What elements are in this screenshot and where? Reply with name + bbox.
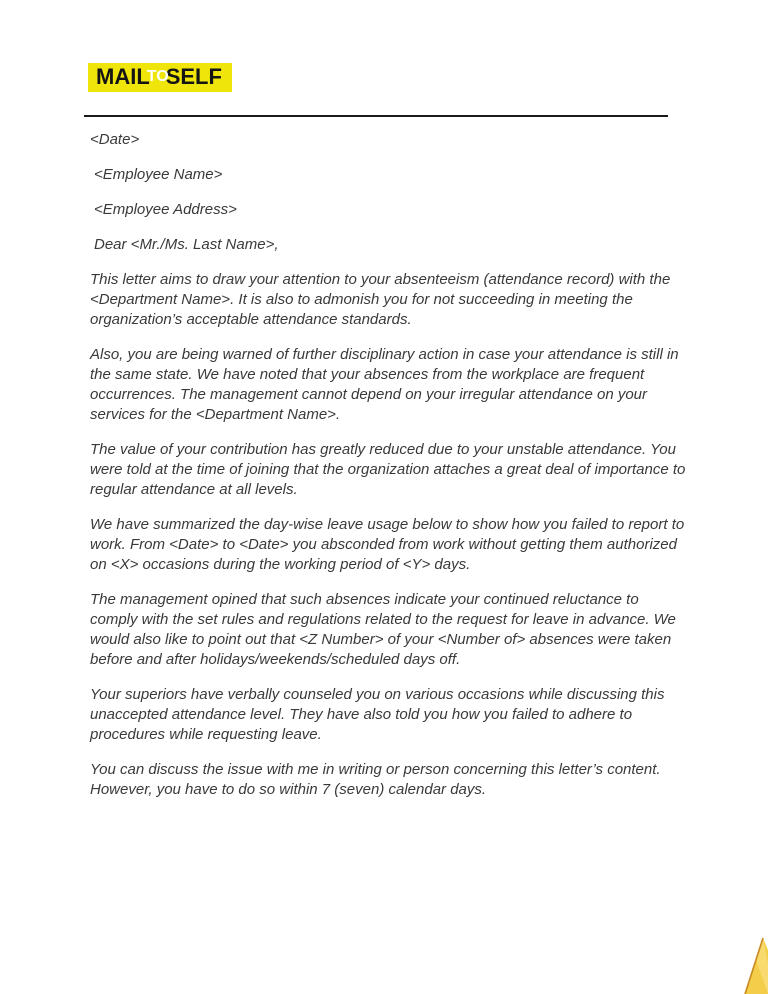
- date-placeholder: <Date>: [90, 131, 140, 148]
- letter-paragraph: We have summarized the day-wise leave usage below to show how you failed to report to work. From <Date> to <Date> you absconded from work without getting them authorized on <X> occasions during the working period of <Y> days.: [90, 516, 685, 573]
- employee-address-placeholder: <Employee Address>: [94, 201, 237, 218]
- logo-banner: [88, 63, 232, 92]
- logo-word-self: SELF: [165, 63, 222, 90]
- letter-paragraph: Also, you are being warned of further disciplinary action in case your attendance is still in the same state. We have noted that your absences from the workplace are frequent occurrences. The management cannot depend on your irregular attendance on your services for the <Department Name>.: [90, 346, 679, 423]
- header-divider: [84, 115, 668, 117]
- letter-paragraph: You can discuss the issue with me in writing or person concerning this letter’s content. However, you have to do so within 7 (seven) calendar days.: [90, 761, 661, 798]
- logo-word-mail: MAIL: [96, 63, 150, 90]
- letter-paragraph: The value of your contribution has greatly reduced due to your unstable attendance. You were told at the time of joining that the organization attaches a great deal of importance to regular attendance at all levels.: [90, 441, 686, 498]
- mail-to-self-logo: [88, 63, 232, 92]
- salutation-line: Dear <Mr./Ms. Last Name>,: [94, 236, 279, 253]
- corner-ribbon-decoration: [728, 924, 768, 994]
- employee-name-placeholder: <Employee Name>: [94, 166, 223, 183]
- letter-paragraph: This letter aims to draw your attention to your absenteeism (attendance record) with the <Department Name>. It is also to admonish you for not succeeding in meeting the organization’s acceptable attendance standards.: [90, 271, 671, 328]
- letter-body: [90, 130, 690, 815]
- logo-word-to: TO: [146, 68, 169, 85]
- letter-paragraph: The management opined that such absences indicate your continued reluctance to comply with the set rules and regulations related to the request for leave in advance. We would also like to point out that <Z Number> of your <Number of> absences were taken before and after holidays/weekends/scheduled days off.: [90, 591, 676, 668]
- letter-paragraph: Your superiors have verbally counseled you on various occasions while discussing this unaccepted attendance level. They have also told you how you failed to adhere to procedures while requesting leave.: [90, 686, 665, 743]
